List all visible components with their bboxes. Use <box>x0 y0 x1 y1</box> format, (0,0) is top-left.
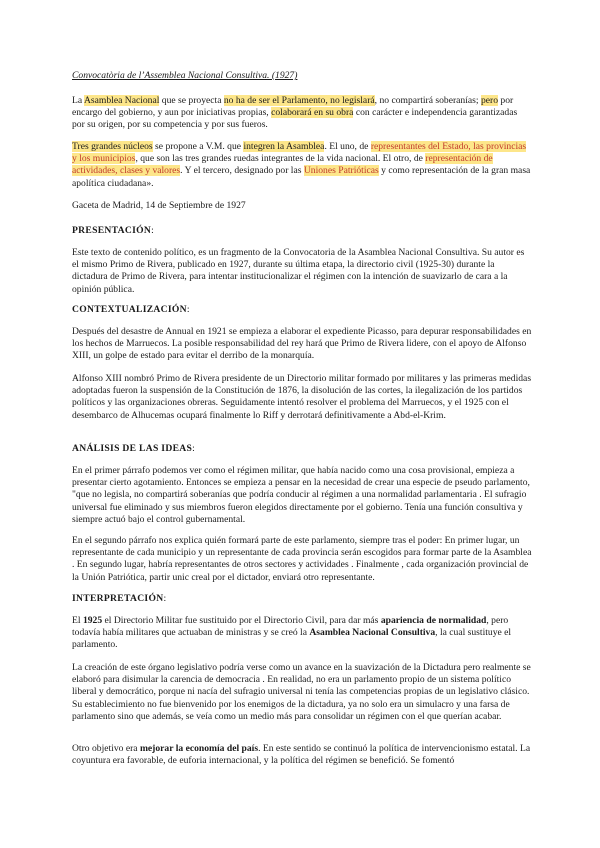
text-run: el Directorio Militar fue sustituido por el Directorio Civil, para dar más <box>102 615 381 626</box>
text-run: . El uno, de <box>324 141 371 152</box>
highlighted-text: representación de actividades, clases y valores <box>72 153 493 177</box>
quote-paragraph-2 <box>72 141 532 190</box>
highlighted-text: colaborará en su obra <box>271 107 354 119</box>
quote-paragraph-1 <box>72 95 532 132</box>
highlighted-text: Uniones Patrióticas <box>303 165 379 177</box>
highlighted-text: Tres grandes núcleos <box>72 141 153 152</box>
text-run: , que son las tres grandes ruedas integrantes de la vida nacional. El otro, de <box>135 153 426 165</box>
text-run: , la cual sustituye el parlamento. <box>72 627 512 651</box>
highlighted-text: pero <box>480 95 498 106</box>
highlighted-text: no ha de ser el Parlamento, no legislará <box>223 95 375 106</box>
paragraph-presentacion: Este texto de contenido político, es un fragmento de la Convocatoria de la Asamblea Nacional Consultiva. Su autor es el mismo Primo de Rivera, publicado en 1927, durante su última etapa, la directorio civil (1925-30) durante la dictadura de Primo de Rivera, para intentar institucionalizar el régimen con la intención de suavizarlo de cara a la opinión pública. <box>72 247 525 295</box>
paragraph-interpretacion-1 <box>72 615 532 652</box>
paragraph-interpretacion-2: La creación de este órgano legislativo podría verse como un avance en la suavización de la Dictadura pero realmente se elaboró para disimular la carencia de democracia . En realidad, no era un parlamento propio de un sistema político liberal y democrático, porque ni nacía del sufragio universal ni tenía las competencias propias de un legislativo clásico. Su establecimiento no fue bienvenido por los enemigos de la dictadura, ya no solo era un simulacro y una farsa de parlamento sino que además, se veía como un medio más para consolidar un régimen con el que querían acabar. <box>72 662 531 722</box>
text-run: y como representación de la gran masa apolítica ciudadana». <box>72 165 531 189</box>
text-run: , no compartirá soberanías; <box>374 95 481 106</box>
heading-interpretacion: INTERPRETACIÓN: <box>72 593 167 604</box>
text-run: El <box>72 615 83 626</box>
text-run: . En este sentido se continuó la política de intervencionismo estatal. La coyuntura era favorable, de euforia internacional, y la política del régimen se benefició. Se fomentó <box>72 743 531 767</box>
paragraph-analisis-2: En el segundo párrafo nos explica quién formará parte de este parlamento, siempre tras el poder: En primer lugar, un representante de cada municipio y un representante de cada provincia serán escogidos para formar parte de la Asamblea . En segundo lugar, habría representantes de otros sectores y actividades . Finalmente , cada organización provincial de la Unión Patriótica, partir unic creal por el dictador, enviará otro representante. <box>72 535 532 583</box>
text-run: con carácter e independencia garantizadas por su origen, por su competencia y por sus fueros. <box>72 107 518 131</box>
heading-presentacion: PRESENTACIÓN: <box>72 225 154 236</box>
bold-text: 1925 <box>82 615 103 626</box>
text-run: La <box>72 95 84 106</box>
paragraph-contexto-2: Alfonso XIII nombró Primo de Rivera presidente de un Directorio militar formado por militares y las primeras medidas adoptadas fueron la suspensión de la Constitución de 1876, la disolución de las cortes, la ilegalización de los partidos políticos y las organizaciones obreras. Seguidamente intentó resolver el problema del Marruecos, y el 1925 con el desembarco de Alhucemas ocupará finalmente lo Riff y derrotará definitivamente a Abd-el-Krim. <box>72 373 532 421</box>
heading-contextualizacion: CONTEXTUALIZACIÓN: <box>72 304 190 315</box>
text-run: , pero todavía había militares que actuaban de ministras y se creó la <box>72 615 509 639</box>
bold-text: apariencia de normalidad <box>380 615 487 626</box>
highlighted-text: representantes del Estado, las provincias y los municipios <box>72 141 527 165</box>
paragraph-interpretacion-3 <box>72 743 532 767</box>
highlighted-text: Asamblea Nacional <box>84 95 160 106</box>
bold-text: mejorar la economía del país <box>139 743 259 754</box>
text-run: . Y el tercero, designado por las <box>180 165 304 177</box>
source-line: Gaceta de Madrid, 14 de Septiembre de 1927 <box>72 200 246 211</box>
document-title: Convocatòria de l’Assemblea Nacional Consultiva. (1927) <box>72 70 298 81</box>
text-run: que se proyecta <box>159 95 224 106</box>
heading-analisis: ANÁLISIS DE LAS IDEAS: <box>72 443 195 454</box>
text-run: se propone a V.M. que <box>152 141 244 152</box>
paragraph-analisis-1: En el primer párrafo podemos ver como el régimen militar, que había nacido como una cosa provisional, empieza a presentar cierto agotamiento. Entonces se empieza a pensar en la necesidad de crear una especie de pseudo parlamento, "que no legisla, no compartirá soberanías que podría conducir al régimen a una normalidad parlamentaria . El sufragio universal fue eliminado y sus miembros fueron elegidos directamente por el gobierno. Tenía una función consultiva y siempre actuó bajo el control gubernamental. <box>72 465 530 525</box>
text-run: por encargo del gobierno, y aun por iniciativas propias, <box>72 95 514 119</box>
text-run: Otro objetivo era <box>72 743 140 754</box>
paragraph-contexto-1: Después del desastre de Annual en 1921 se empieza a elaborar el expediente Picasso, para depurar responsabilidades en los hechos de Marruecos. La posible responsabilidad del rey hará que Primo de Rivera lidere, con el apoyo de Alfonso XIII, un golpe de estado para evitar el derribo de la monarquía. <box>72 326 532 362</box>
bold-text: Asamblea Nacional Consultiva <box>309 627 436 639</box>
highlighted-text: integren la Asamblea <box>243 141 325 152</box>
